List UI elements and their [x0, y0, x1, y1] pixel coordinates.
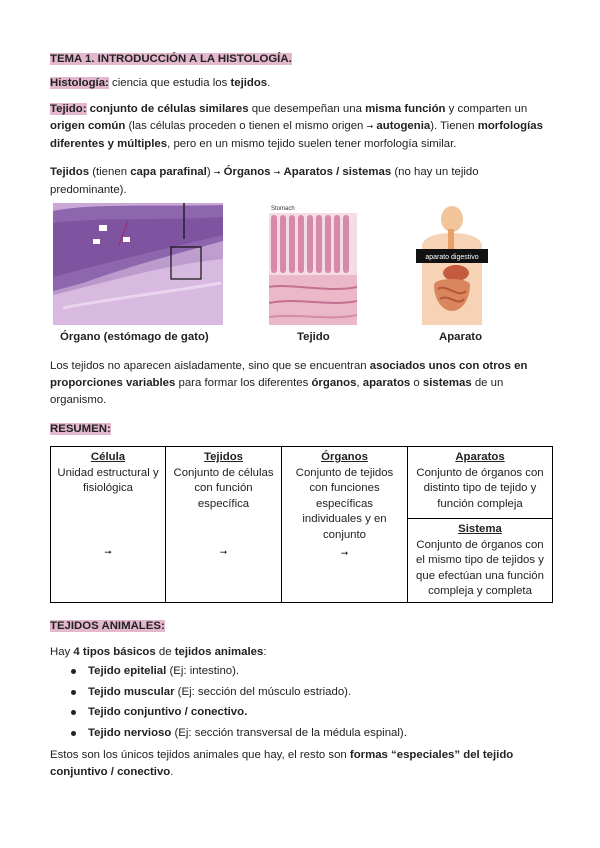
tejidos-animales-intro: Hay 4 tipos básicos de tejidos animales:	[50, 646, 267, 658]
association-paragraph: Los tejidos no aparecen aisladamente, sino que se encuentran asociados unos con otros en proporciones variables para formar los diferentes órganos, aparatos o sistemas de un organismo.	[50, 360, 528, 406]
list-item: Tejido nervioso (Ej: sección transversal de la médula espinal).	[50, 723, 552, 744]
cell-organos: Órganos Conjunto de tejidos con funciones específicas individuales y en conjunto ➞	[282, 447, 408, 603]
cell-celula: Célula Unidad estructural y fisiológica ➞	[51, 447, 166, 603]
tejidos-animales-heading: TEJIDOS ANIMALES:	[50, 620, 165, 632]
tejido-definition: Tejido: conjunto de células similares que desempeñan una misma función y comparten un origen común (las células proceden o tienen el mismo origen ➞ autogenia). Tienen morfologías diferentes y múltiples, pero en un mismo tejido suelen tener morfología similar.	[50, 103, 543, 150]
resumen-heading: RESUMEN:	[50, 423, 111, 435]
arrow-icon: ➞	[340, 548, 349, 558]
figures-row	[50, 203, 552, 348]
especiales-paragraph: Estos son los únicos tejidos animales que hay, el resto son formas “especiales” del tejido conjuntivo / conectivo.	[50, 749, 514, 778]
tissue-list	[50, 661, 552, 743]
digestive-apparatus-image	[416, 203, 488, 325]
cell-aparatos: Aparatos Conjunto de órganos con distinto tipo de tejido y función compleja	[408, 447, 553, 519]
cell-tejidos: Tejidos Conjunto de células con función específica ➞	[166, 447, 282, 603]
apparatus-label: aparato digestivo	[425, 254, 479, 261]
organ-histology-image	[53, 203, 223, 325]
list-item: Tejido epitelial (Ej: intestino).	[50, 661, 552, 682]
organ-caption: Órgano (estómago de gato)	[60, 331, 209, 343]
apparatus-caption: Aparato	[439, 331, 483, 343]
cell-sistema: Sistema Conjunto de órganos con el mismo tipo de tejidos y que efectúan una función compleja y completa	[408, 519, 553, 603]
histologia-definition: Histología: ciencia que estudia los tejidos.	[50, 77, 271, 89]
arrow-icon: ➞	[104, 546, 112, 557]
summary-table	[50, 446, 553, 603]
tissue-histology-image	[269, 203, 357, 325]
arrow-icon: ➞	[219, 547, 228, 557]
hierarchy-text: Tejidos (tienen capa parafinal) ➞ Órganos ➞ Aparatos / sistemas (no hay un tejido predominante).	[50, 166, 479, 196]
list-item: Tejido conjuntivo / conectivo.	[50, 702, 552, 723]
page-title: TEMA 1. INTRODUCCIÓN A LA HISTOLOGÍA.	[50, 53, 292, 65]
list-item: Tejido muscular (Ej: sección del músculo estriado).	[50, 682, 552, 703]
tissue-label: Stomach	[271, 206, 295, 212]
tissue-caption: Tejido	[297, 331, 330, 343]
